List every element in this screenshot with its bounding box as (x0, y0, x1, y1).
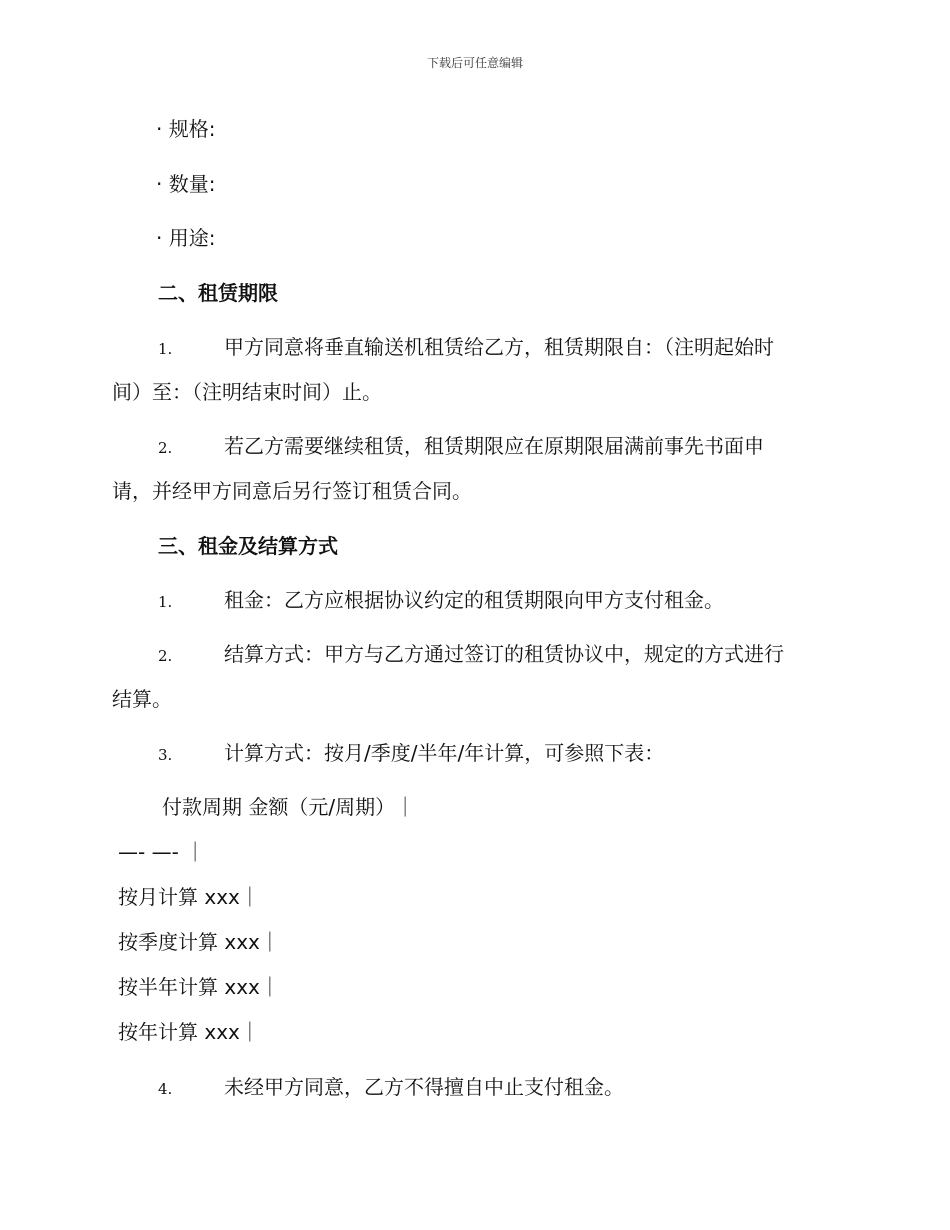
bullet-usage: · 用途: (156, 226, 216, 250)
table-separator-row: —- —- ｜ (118, 840, 206, 864)
bullet-quantity: · 数量: (156, 172, 216, 196)
item-number: 4. (158, 1080, 173, 1098)
section-3-title: 三、租金及结算方式 (158, 534, 338, 558)
table-row: 按月计算 xxx｜ (118, 885, 260, 909)
bullet-spec: · 规格: (156, 117, 216, 141)
table-row: 按半年计算 xxx｜ (118, 975, 280, 999)
section-2-item-1-continued: 间）至：（注明结束时间）止。 (112, 380, 382, 404)
section-3-item-2 (158, 642, 784, 668)
item-text: 计算方式：按月/季度/半年/年计算，可参照下表： (224, 741, 665, 765)
section-3-item-3 (158, 741, 664, 767)
section-3-item-4 (158, 1075, 624, 1101)
item-text: 未经甲方同意，乙方不得擅自中止支付租金。 (224, 1075, 624, 1099)
section-2-item-1 (158, 335, 774, 361)
section-2-item-2-continued: 请，并经甲方同意后另行签订租赁合同。 (112, 479, 472, 503)
item-number: 1. (158, 340, 173, 358)
item-text: 租金：乙方应根据协议约定的租赁期限向甲方支付租金。 (224, 588, 724, 612)
item-text: 甲方同意将垂直输送机租赁给乙方，租赁期限自：（注明起始时 (224, 335, 774, 359)
table-row: 按年计算 xxx｜ (118, 1020, 260, 1044)
item-number: 2. (158, 439, 173, 457)
section-2-item-2 (158, 434, 764, 460)
item-number: 3. (158, 746, 173, 764)
item-text: 若乙方需要继续租赁，租赁期限应在原期限届满前事先书面申 (224, 434, 764, 458)
page-header: 下载后可任意编辑 (426, 56, 523, 70)
item-number: 2. (158, 647, 173, 665)
item-text: 结算方式：甲方与乙方通过签订的租赁协议中，规定的方式进行 (224, 642, 784, 666)
item-number: 1. (158, 593, 173, 611)
section-3-item-1 (158, 588, 724, 614)
table-header-row: 付款周期 金额（元/周期）｜ (162, 795, 416, 819)
table-row: 按季度计算 xxx｜ (118, 930, 280, 954)
section-2-title: 二、租赁期限 (158, 281, 278, 305)
section-3-item-2-continued: 结算。 (112, 687, 172, 711)
